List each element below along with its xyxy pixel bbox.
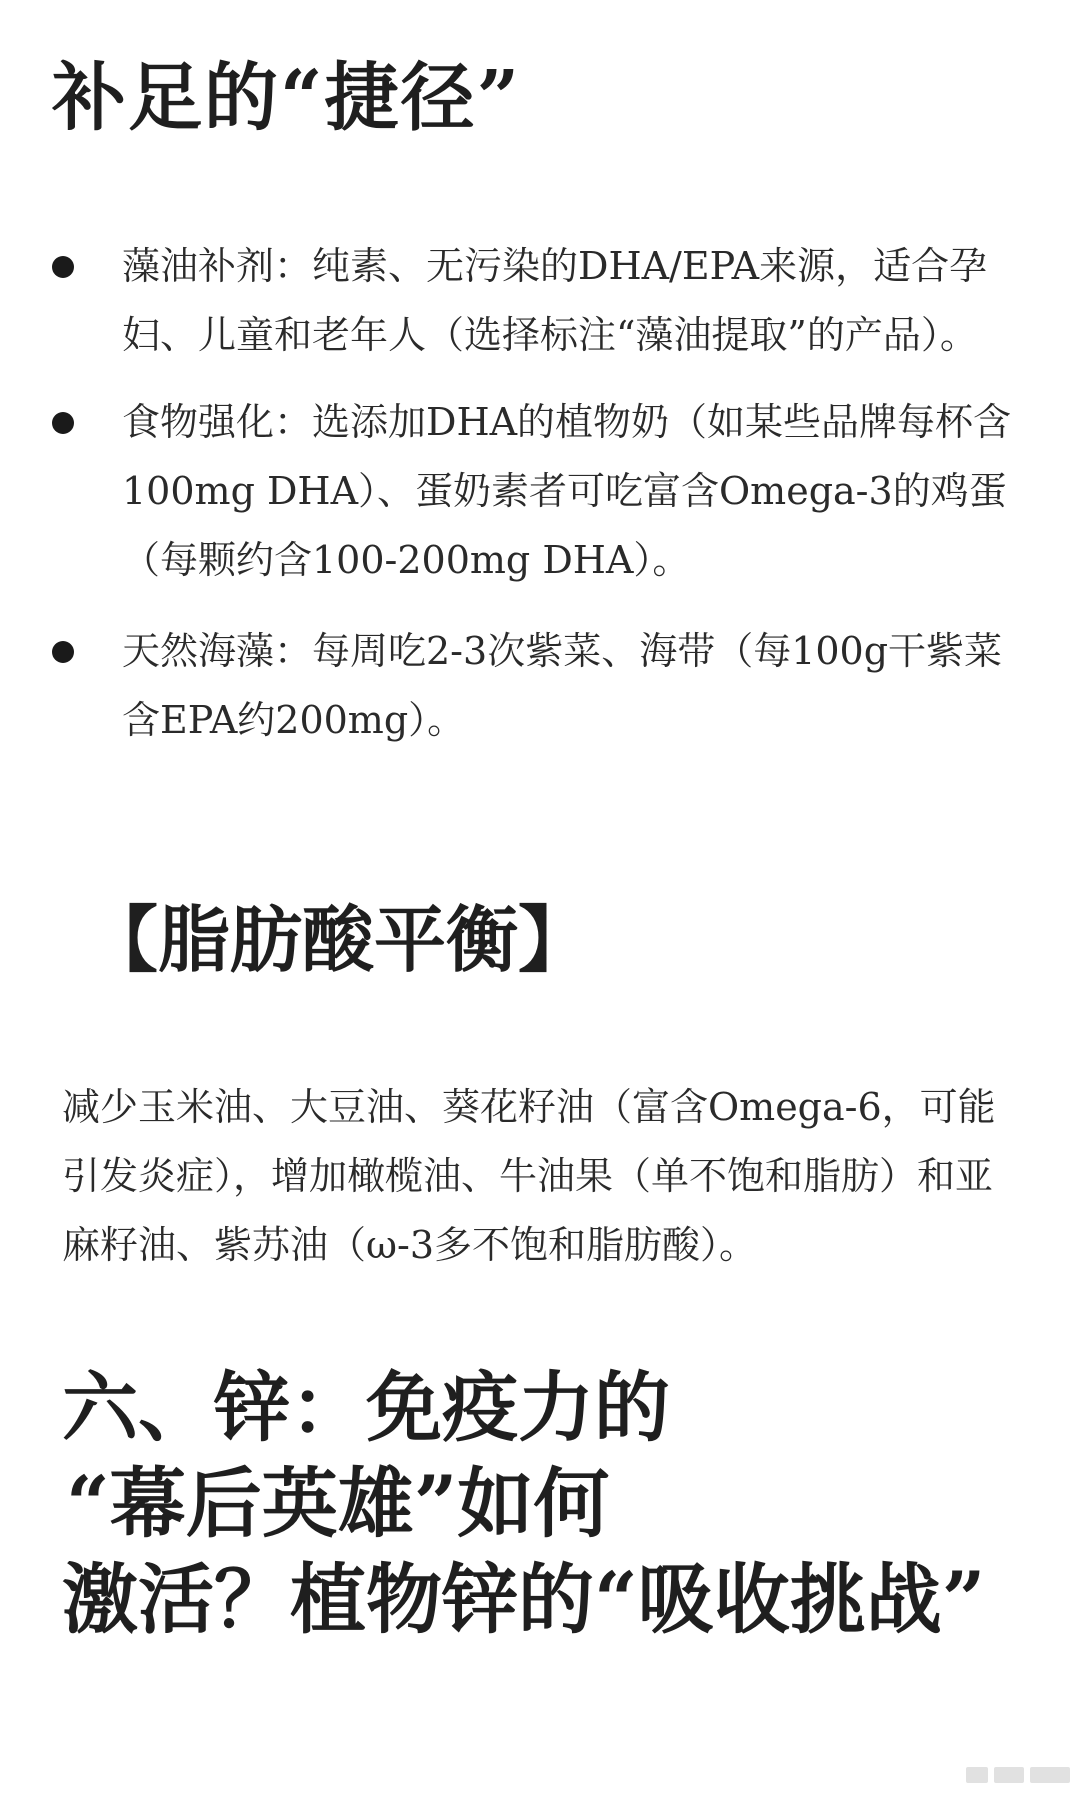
bullet-list bbox=[52, 232, 1022, 773]
bullet-text: 天然海藻：每周吃2-3次紫菜、海带（每100g干紫菜含EPA约200mg）。 bbox=[122, 629, 1003, 742]
bullet-dot-icon bbox=[52, 256, 74, 278]
section-title: 补足的“捷径” bbox=[52, 55, 522, 141]
heading-line: “幕后英雄”如何 bbox=[66, 1459, 610, 1548]
bullet-text: 食物强化：选添加DHA的植物奶（如某些品牌每杯含100mg DHA）、蛋奶素者可吃富含Omega-3的鸡蛋（每颗约含100-200mg DHA）。 bbox=[122, 400, 1012, 582]
bullet-dot-icon bbox=[52, 412, 74, 434]
subsection-heading: 【脂肪酸平衡】 bbox=[86, 897, 591, 982]
bullet-item-algae-oil bbox=[52, 232, 1022, 370]
heading-line: 激活？植物锌的“吸收挑战” bbox=[62, 1555, 986, 1644]
bullet-item-fortified-food bbox=[52, 388, 1022, 595]
bullet-dot-icon bbox=[52, 641, 74, 663]
bullet-text: 藻油补剂：纯素、无污染的DHA/EPA来源，适合孕妇、儿童和老年人（选择标注“藻油提取”的产品）。 bbox=[122, 244, 988, 357]
next-section-heading bbox=[62, 1360, 1032, 1648]
heading-line: 六、锌：免疫力的 bbox=[62, 1363, 670, 1452]
fatty-acid-paragraph: 减少玉米油、大豆油、葵花籽油（富含Omega-6，可能引发炎症），增加橄榄油、牛油果（单不饱和脂肪）和亚麻籽油、紫苏油（ω-3多不饱和脂肪酸）。 bbox=[62, 1085, 996, 1267]
bullet-item-seaweed bbox=[52, 617, 1022, 755]
watermark-logo bbox=[966, 1764, 1070, 1786]
